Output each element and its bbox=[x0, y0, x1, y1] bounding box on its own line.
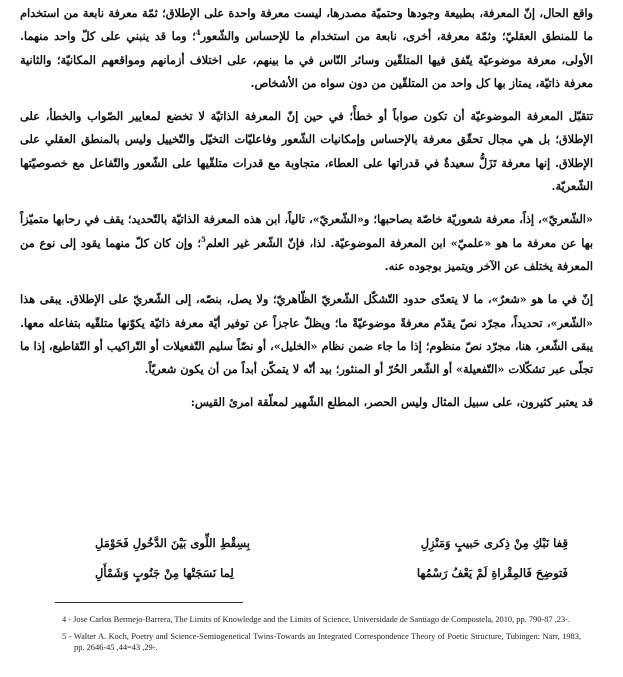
poem-verse-2 bbox=[95, 560, 568, 590]
paragraph-2 bbox=[20, 105, 593, 198]
footnote-4: 4 - Jose Carlos Bermejo-Barrera, The Limits of Knowledge and the Limits of Science, Universidade de Santiago de Compostela, 2010, pp. 790-87 ,23-. bbox=[62, 615, 571, 624]
article-body bbox=[20, 2, 593, 421]
footnote-ref-5[interactable]: 5 bbox=[200, 234, 206, 244]
verse-first-hemistich: فَتوضِحَ فَالمِقْراةِ لَمْ يَعْفُ رَسْمُها bbox=[416, 566, 568, 580]
poem-block bbox=[95, 530, 568, 590]
footnote-ref-4[interactable]: 4 bbox=[195, 28, 201, 38]
verse-second-hemistich: بِسِقْطِ اللِّوى بَيْنَ الدَّخُولِ فَحَوْمَلِ bbox=[95, 536, 250, 550]
poem-verse-1 bbox=[95, 530, 568, 560]
footnotes bbox=[62, 614, 581, 659]
footnote-5: 5 - Walter A. Koch, Poetry and Science-Semiogenetical Twins-Towards an Integrated Correspondence Theory of Poetic Structure, Tubingen: Narr, 1983, pp. 2646-45 ,44=43 ,29-. bbox=[62, 632, 581, 652]
paragraph-3 bbox=[20, 208, 593, 278]
paragraph-1 bbox=[20, 2, 593, 95]
footnote-separator bbox=[55, 602, 243, 603]
paragraph-text: إنّ في ما هو «شعرٌ»، ما لا يتعدّى حدود التّشكّل الشّعريّ الظّاهريّ؛ ولا يصل، بنصّه، إلى الشّعريّ على الإطلاق. يبقى هذا «الشّعر»، تحديداً، مجرّد نصّ يقدّم معرفةً موضوعيّةً ما؛ ويظلّ عاجزاً عن توفير أيّة معرفة ذاتيّة يكوّنها متلقّيه بتفاعله معها. يبقى الشّعر، هنا، مجرّد نصّ منظوم؛ إذا ما جاء ضمن نظام «الخليل»، أو نصّاً سليم التّفعيلات أو التّراكيب أو التّقاطيع، إذا ما تجلّى عبر تشكّلات «التّفعيلة» أو الشّعر الحُرّ أو المنثور؛ بيد أنّه لا يتمكّن أبداً من أن يكون شعريّاً. bbox=[20, 292, 593, 377]
paragraph-text: ؛ وما قد ينبني على كلّ واحد منهما. الأولى، معرفة موضوعيّة يتّفق فيها المتلقّين وسائر النّاس في ما بينهم، على اختلاف أزمانهم ومواقعهم المكانيّة؛ والثانية معرفة ذاتيّة، يمتاز بها كل واحد من المتلقّين من دون سواه من الأشخاص. bbox=[20, 29, 593, 90]
paragraph-text: «الشّعريّ»، إذاً، معرفة شعوريّة خاصّة بصاحبها؛ و«الشّعريّ»، تالياً، ابن هذه المعرفة الذاتيّة بالتّحديد؛ يقف في رحابها متميّزاً بها عن معرفة ما هو «علميّ» ابن المعرفة الموضوعيّة. لذا، فإنّ الشّعر غير العلم bbox=[20, 212, 593, 250]
paragraph-text: قد يعتبر كثيرون، على سبيل المثال وليس الحصر، المطلع الشّهير لمعلّقة امرئ القيس: bbox=[190, 395, 593, 410]
verse-first-hemistich: قِفا نَبْكِ مِنْ ذِكرى حَبيبٍ وَمَنْزِلِ bbox=[420, 536, 568, 550]
paragraph-text: تتقبّل المعرفة الموضوعيّة أن تكون صواباً أو خطأً؛ في حين إنّ المعرفة الذاتيّة لا تخضع لمعايير الصّواب والخطأ، على الإطلاق؛ بل هي مجال تحقّق معرفة بالإحساس وإمكانيات الشّعور وفاعليّات التخيّل والتّخييل وليس بالمنطق العقلي على الإطلاق. إنها معرفة تَزَلُّ سعيدةٌ في قدراتها على العطاء، متجاوبة مع قدرات متلقّيها على الشّعور والتّفاعل مع خصوصيّتها الشّعريّة. bbox=[20, 109, 593, 194]
paragraph-text: ؛ وإن كان كلّ منهما يقود إلى نوع من المعرفة يختلف عن الآخر ويتميز بوجوده عنه. bbox=[20, 235, 593, 273]
verse-second-hemistich: لِما نَسَجَتْها مِنْ جَنُوبٍ وَشَمْأَلِ bbox=[95, 566, 234, 580]
paragraph-text: واقع الحال، إنّ المعرفة، بطبيعة وجودها وحتميّة مصدرها، ليست معرفة واحدة على الإطلاق؛ ثمّة معرفة نابعة من استخدام ما للمنطق العقليّ؛ وثمّة معرفة، أخرى، نابعة من استخدام ما للإحساس والشّعور bbox=[20, 6, 593, 44]
paragraph-5 bbox=[20, 391, 593, 414]
paragraph-4 bbox=[20, 288, 593, 381]
